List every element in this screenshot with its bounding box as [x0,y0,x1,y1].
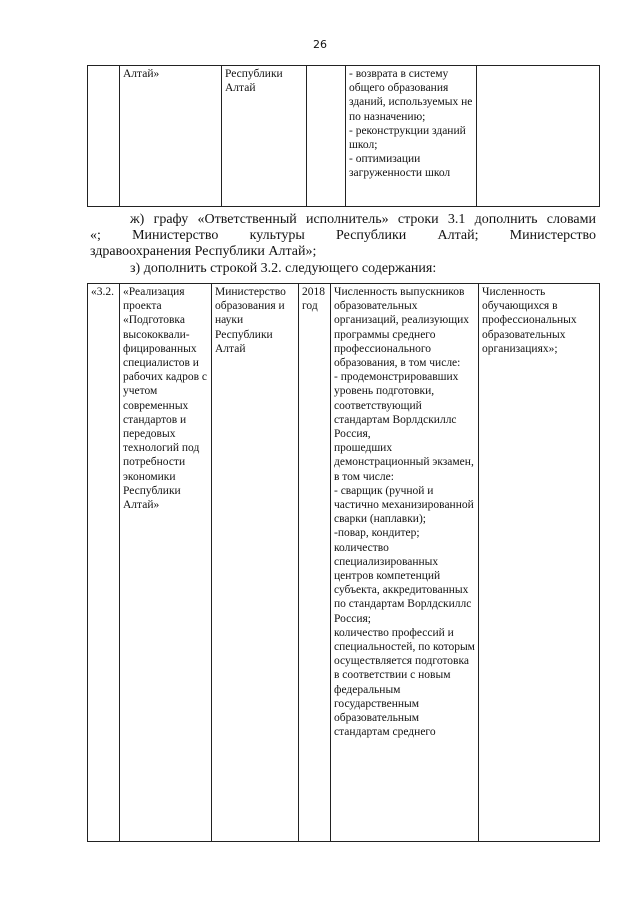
paragraph-zh-line2: «; Министерство культуры Республики Алтай; Министерство [90,228,596,243]
cell-number [88,66,120,207]
cell-year: 2018 год [299,284,331,842]
table-row [88,284,600,842]
cell-indicators: - возврата в систему общего образования зданий, используемых не по назначению; - реконструкции зданий школ; - оптимизации загруженности школ [346,66,477,207]
paragraph-zh-line3: здравоохранения Республики Алтай»; [90,244,317,259]
cell-project: «Реализация проекта «Подготовка высококвали-фицированных специалистов и рабочих кадров с учетом современных стандартов и передовых технологий под потребности экономики Республики Алтай» [120,284,212,842]
table-continuation [87,65,600,207]
table-row-3-2 [87,283,600,842]
cell-indicators: Численность выпускников образовательных организаций, реализующих программы среднего профессионального образования, в том числе: - продемонстрировавших уровень подготовки, соответствующий стандартам Ворлдскиллс Россия, прошедших демонстрационный экзамен, в том числе: - сварщик (ручной и частично механизированной сварки (наплавки); -повар, кондитер; количество специализированных центров компетенций субъекта, аккредитованных по стандартам Ворлдскиллс Россия; количество профессий и специальностей, по которым осуществляется подготовка в соответствии с новым федеральным государственным образовательным стандартам среднего [331,284,479,842]
cell-result: Численность обучающихся в профессиональных образовательных организациях»; [479,284,600,842]
paragraph-zh-line1: ж) графу «Ответственный исполнитель» строки 3.1 дополнить словами [130,212,596,227]
cell-responsible: Республики Алтай [222,66,307,207]
cell-year [307,66,346,207]
table-row [88,66,600,207]
cell-number: «3.2. [88,284,120,842]
cell-project: Алтай» [120,66,222,207]
cell-responsible: Министерство образования и науки Республики Алтай [212,284,299,842]
cell-result [477,66,600,207]
paragraph-z: з) дополнить строкой 3.2. следующего содержания: [130,261,437,276]
page-number: 26 [313,38,327,51]
